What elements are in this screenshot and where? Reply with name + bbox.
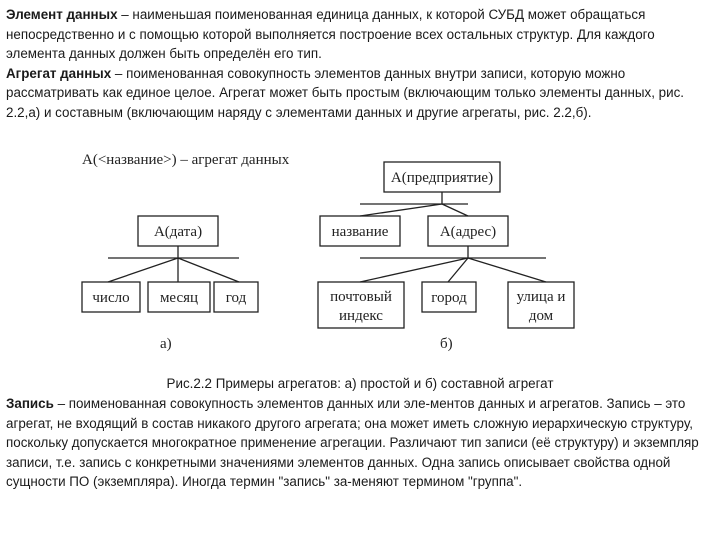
data-element-definition: – наименьшая поименованная единица данных, к которой СУБД может обращаться непосредственно и с помощью которой выполняется построение всех остальных структур. Для каждого элемента данных должен быть определён его тип. xyxy=(6,7,655,61)
aggregate-diagram xyxy=(70,146,590,368)
root-label-date: A(дата) xyxy=(153,224,203,240)
child-label-day: число xyxy=(92,290,130,306)
diagram-legend: A(<название>) – агрегат данных xyxy=(82,152,290,168)
record-definition: – поименованная совокупность элементов данных или эле-ментов данных и агрегатов. Запись – это агрегат, не входящий в состав никакого другого агрегата; она может иметь сложную иерархическую структуру, поскольку допускается многократное применение агрегации. Различают тип записи (её структуру) и экземпляр записи, т.е. запись с конкретными значениями элементов данных. Одна запись описывает свойства одной сущности ПО (экземпляра). Иногда термин "запись" за-меняют термином "группа". xyxy=(6,396,699,489)
label-postal-line2: индекс xyxy=(339,308,383,324)
child-label-month: месяц xyxy=(159,290,199,306)
label-composite: б) xyxy=(440,336,453,352)
term-record: Запись xyxy=(6,396,54,411)
data-aggregate-definition: – поименованная совокупность элементов данных внутри записи, которую можно рассматривать как единое целое. Агрегат может быть простым (включающим только элементы данных, рис. 2.2,а) и составным (включающим наряду с элементами данных и другие агрегаты, рис. 2.2,б). xyxy=(6,65,684,120)
label-postal-line1: почтовый xyxy=(330,289,392,305)
label-address: A(адрес) xyxy=(439,224,497,240)
child-label-year: год xyxy=(225,290,247,306)
label-simple: а) xyxy=(160,336,172,352)
term-data-element: Элемент данных xyxy=(6,7,118,22)
label-street-line1: улица и xyxy=(516,289,566,305)
label-name: название xyxy=(331,224,389,240)
record-paragraph xyxy=(6,394,712,492)
label-street-line2: дом xyxy=(528,308,554,324)
root-label-enterprise: A(предприятие) xyxy=(390,170,494,186)
label-city: город xyxy=(431,290,467,306)
definitions-paragraph xyxy=(6,5,712,122)
term-data-aggregate: Агрегат данных xyxy=(6,65,112,81)
figure-caption: Рис.2.2 Примеры агрегатов: а) простой и б) составной агрегат xyxy=(166,376,554,391)
